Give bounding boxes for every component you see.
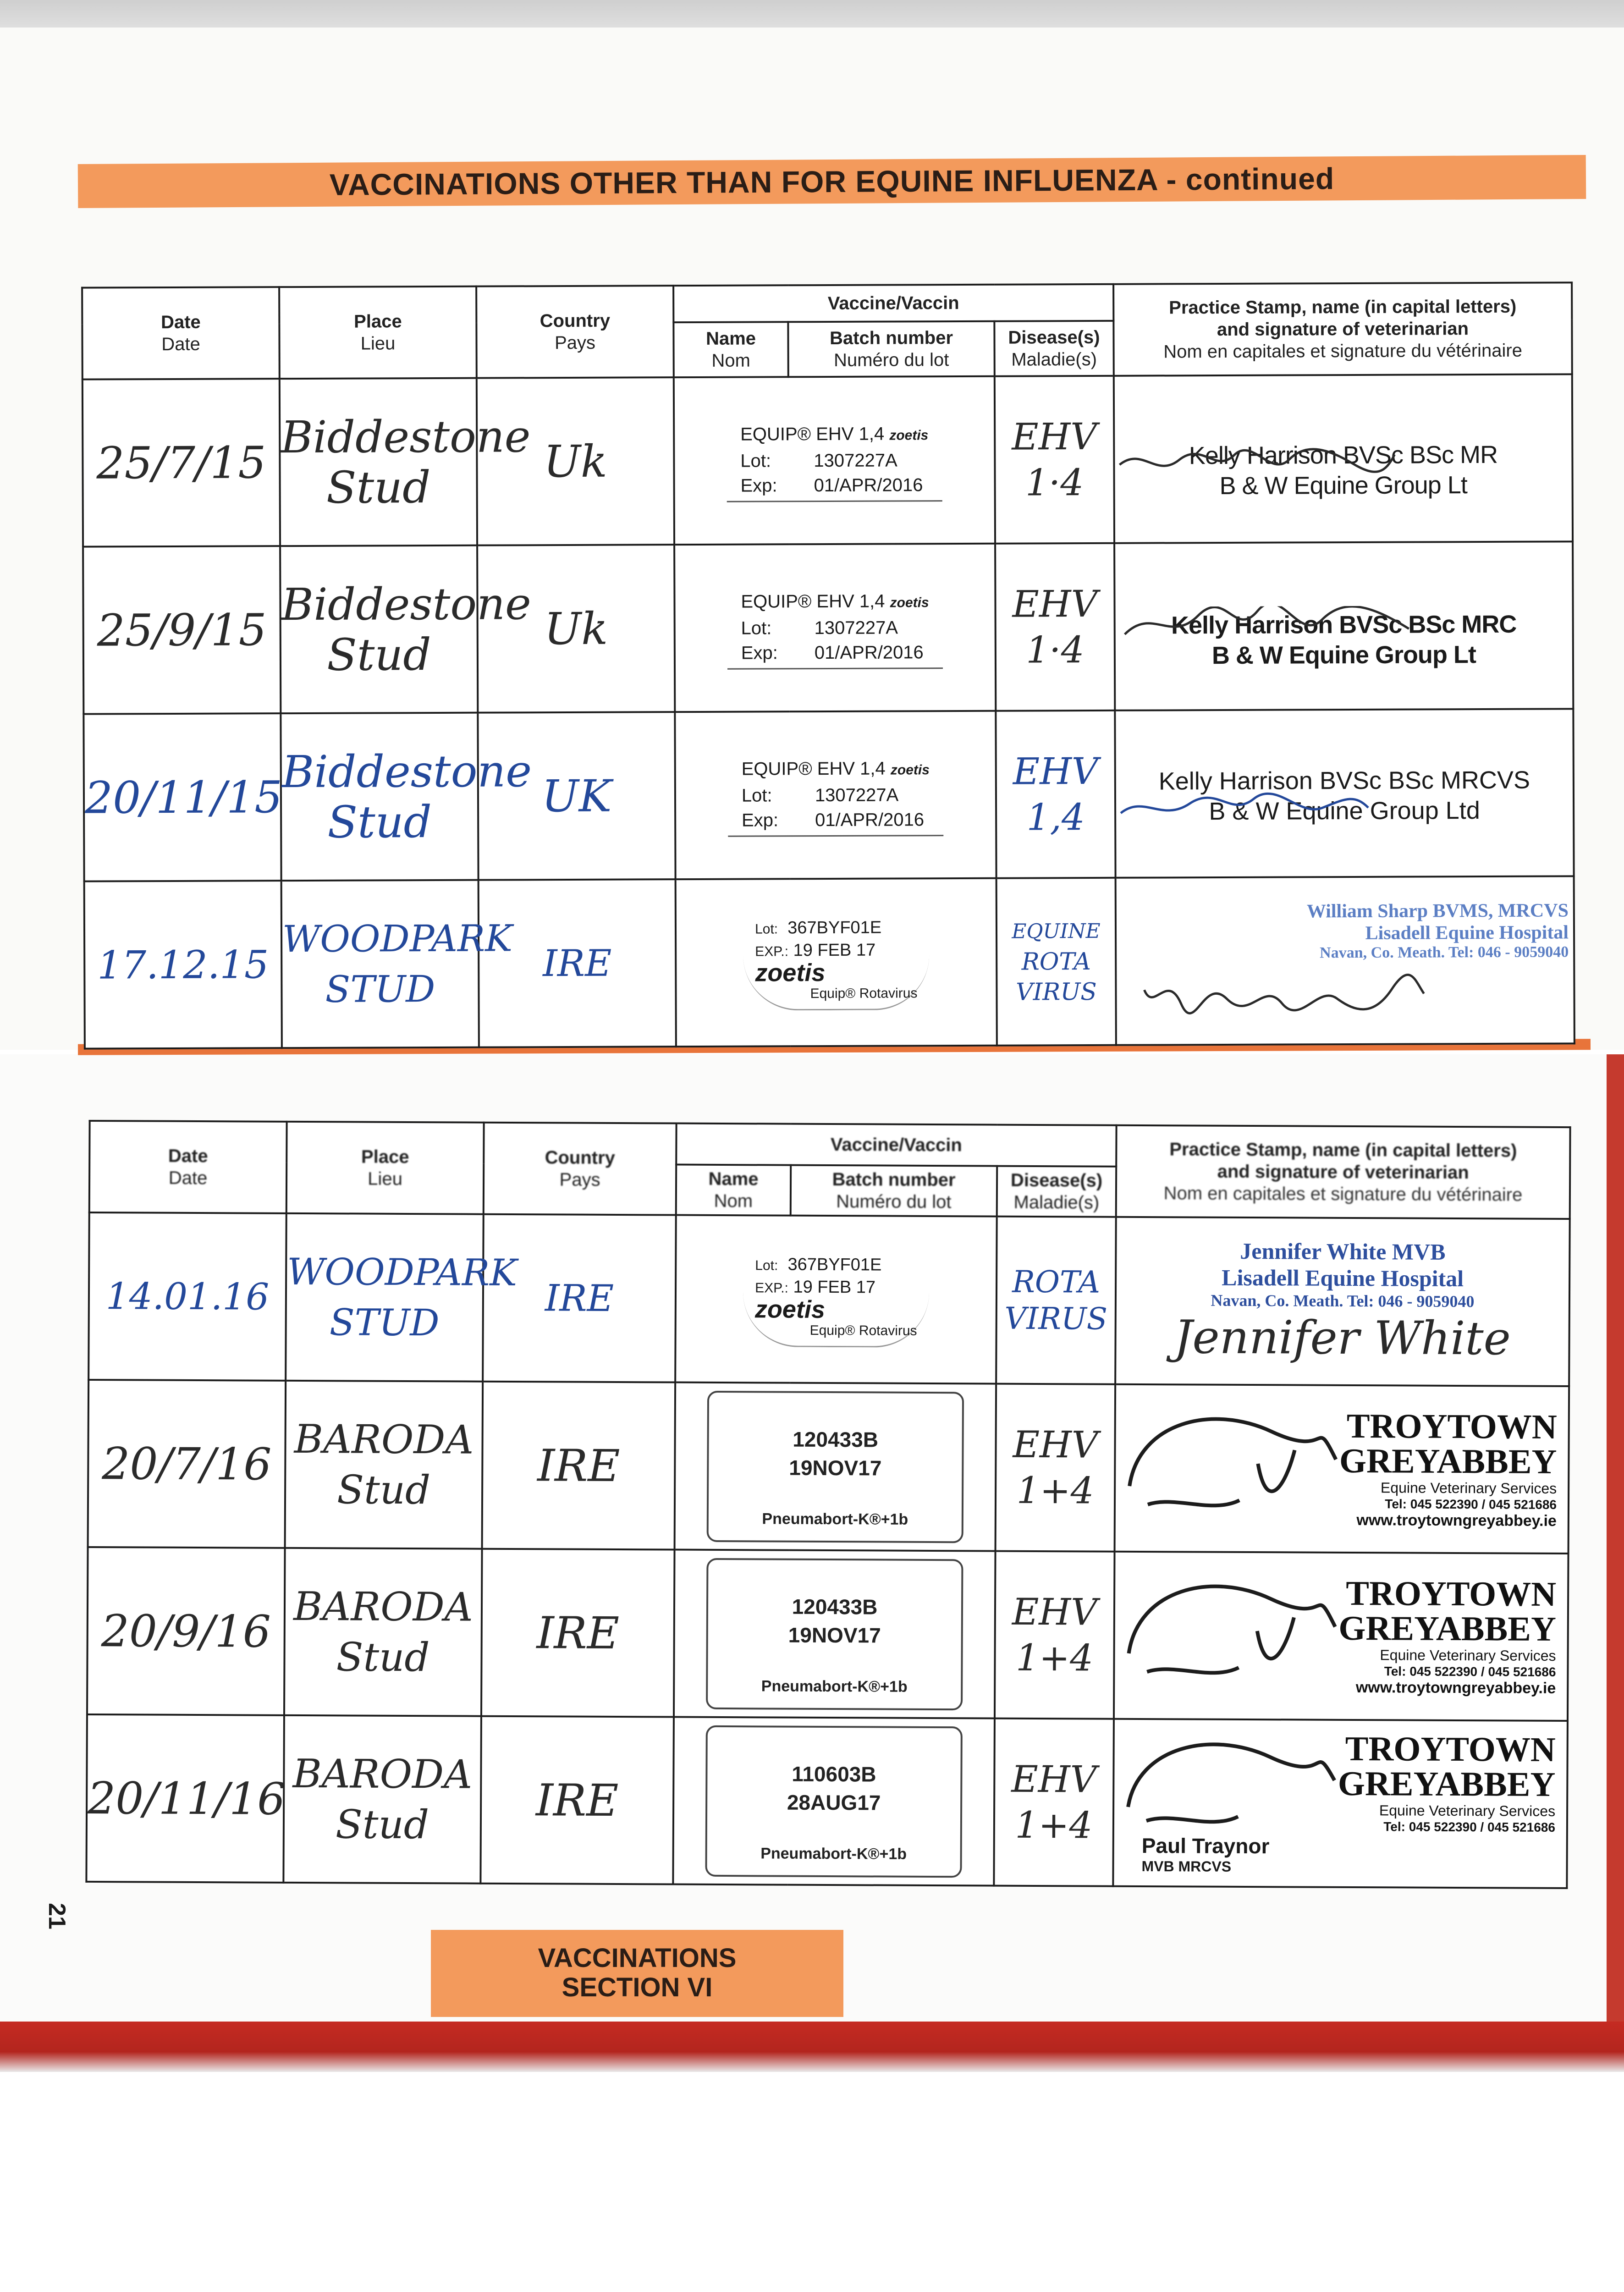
place-cell: BARODA Stud — [283, 1715, 481, 1884]
country-cell: Uk — [477, 377, 674, 545]
vet-stamp-cell — [1113, 1719, 1568, 1888]
troytown-stamp: TROYTOWN GREYABBEY Equine Veterinary Services Tel: 045 522390 / 045 521686 www.troytowngreyabbey.ie — [1338, 1574, 1557, 1697]
header-batch: Batch number Numéro du lot — [791, 1165, 997, 1217]
section-title-banner: VACCINATIONS OTHER THAN FOR EQUINE INFLUENZA - continued — [78, 155, 1586, 208]
rotavirus-sticker: Lot: 367BYF01E EXP.: 19 FEB 17 zoetis Equip® Rotavirus — [743, 914, 930, 1010]
vaccine-sticker-cell — [675, 1383, 996, 1551]
disease-cell: EHV 1+4 — [996, 1384, 1116, 1552]
date-cell: 14.01.16 — [88, 1212, 286, 1381]
country-cell: IRE — [481, 1549, 675, 1717]
header-date: Date Date — [89, 1121, 287, 1213]
place-cell: WOODPARK STUD — [286, 1213, 484, 1382]
date-cell: 17.12.15 — [84, 881, 282, 1048]
disease-cell: EHV 1·4 — [995, 376, 1114, 544]
header-name: Name Nom — [673, 322, 788, 377]
disease-cell: EHV 1·4 — [995, 543, 1115, 711]
vaccination-table-upper — [81, 281, 1575, 1049]
booklet-cover-edge — [1607, 1054, 1624, 2040]
vaccine-sticker-cell — [675, 1215, 997, 1384]
vet-stamp-cell — [1115, 1384, 1569, 1554]
vaccine-sticker-cell — [675, 711, 996, 879]
vaccine-sticker: EQUIP® EHV 1,4 zoetis Lot: 1307227A Exp: 01/APR/2016 — [728, 753, 944, 837]
header-disease: Disease(s) Maladie(s) — [994, 321, 1113, 376]
date-cell: 20/11/15 — [83, 713, 281, 881]
place-cell: Biddestone Stud — [280, 545, 478, 713]
place-cell: Biddestone Stud — [281, 713, 478, 881]
country-cell: IRE — [480, 1716, 674, 1884]
vaccine-sticker-cell — [674, 1550, 996, 1719]
date-cell: 20/7/16 — [88, 1380, 286, 1548]
troytown-stamp: TROYTOWN GREYABBEY Equine Veterinary Services Tel: 045 522390 / 045 521686 — [1338, 1729, 1556, 1835]
table-row — [83, 374, 1573, 546]
table-row — [84, 876, 1574, 1048]
signature-scribble — [1135, 961, 1428, 1022]
header-country: Country Pays — [484, 1123, 677, 1215]
place-cell: Biddestone Stud — [280, 378, 477, 546]
vaccine-sticker-cell — [674, 376, 995, 545]
header-disease: Disease(s) Maladie(s) — [997, 1166, 1116, 1217]
vet-stamp-cell — [1115, 709, 1574, 877]
vaccine-sticker-cell — [673, 1717, 995, 1886]
vet-stamp-name: Kelly Harrison BVSc BSc MR — [1189, 441, 1498, 469]
vet-stamp-name: Kelly Harrison BVSc BSc MRC — [1171, 610, 1517, 639]
vet-stamp-cell — [1114, 1552, 1569, 1721]
signature-scribble — [1119, 1725, 1358, 1845]
vaccine-sticker: EQUIP® EHV 1,4 zoetis Lot: 1307227A Exp: 01/APR/2016 — [727, 586, 943, 670]
vet-stamp-cell — [1115, 1217, 1570, 1386]
section-label-banner: VACCINATIONS SECTION VI — [431, 1930, 843, 2017]
vaccine-sticker: EQUIP® EHV 1,4 zoetis Lot: 1307227A Exp: 01/APR/2016 — [727, 419, 942, 502]
vet-stamp-cell — [1114, 541, 1573, 710]
country-cell: IRE — [483, 1214, 676, 1383]
vaccine-sticker-cell — [674, 544, 996, 712]
country-cell: Uk — [477, 545, 675, 712]
header-country: Country Pays — [476, 286, 674, 378]
date-cell: 20/11/16 — [86, 1714, 284, 1883]
pneumabort-sticker: 120433B 19NOV17 Pneumabort-K®+1b — [707, 1390, 964, 1543]
table-row — [83, 541, 1573, 714]
lisadell-stamp: Jennifer White MVB Lisadell Equine Hospital Navan, Co. Meath. Tel: 046 - 9059040 — [1211, 1238, 1475, 1311]
page-number: 21 — [43, 1903, 70, 1929]
troytown-stamp: TROYTOWN GREYABBEY Equine Veterinary Services Tel: 045 522390 / 045 521686 www.troytowngreyabbey.ie — [1339, 1406, 1557, 1530]
place-cell: BARODA Stud — [285, 1381, 483, 1549]
header-practice-stamp: Practice Stamp, name (in capital letters) and signature of veterinarian Nom en capitales et signature du vétérinaire — [1116, 1125, 1570, 1219]
pneumabort-sticker: 120433B 19NOV17 Pneumabort-K®+1b — [706, 1558, 963, 1710]
date-cell: 25/9/15 — [83, 546, 281, 714]
rotavirus-sticker: Lot: 367BYF01E EXP.: 19 FEB 17 zoetis Equip® Rotavirus — [743, 1251, 930, 1348]
place-cell: BARODA Stud — [284, 1548, 482, 1716]
table-row — [86, 1714, 1568, 1888]
disease-cell: EHV 1+4 — [995, 1551, 1115, 1719]
lisadell-stamp: William Sharp BVMS, MRCVS Lisadell Equine Hospital Navan, Co. Meath. Tel: 046 - 9059040 — [1306, 899, 1569, 961]
vet-signature: Jennifer White — [1174, 1310, 1511, 1365]
table-row — [83, 709, 1574, 881]
header-place: Place Lieu — [279, 286, 477, 379]
booklet-binding — [0, 2022, 1624, 2072]
table-row — [88, 1212, 1570, 1386]
vet-stamp-cell — [1114, 374, 1573, 543]
disease-cell: ROTA VIRUS — [996, 1217, 1116, 1384]
place-cell: WOODPARK STUD — [281, 880, 479, 1048]
disease-cell: EHV 1+4 — [994, 1719, 1114, 1886]
date-cell: 25/7/15 — [83, 379, 280, 546]
disease-cell: EQUINE ROTA VIRUS — [996, 878, 1116, 1046]
vet-stamp-practice: B & W Equine Group Lt — [1219, 471, 1467, 500]
vet-stamp-practice: B & W Equine Group Lt — [1211, 640, 1476, 669]
country-cell: UK — [478, 712, 675, 880]
header-vaccine: Vaccine/Vaccin — [673, 284, 1113, 322]
country-cell: IRE — [482, 1382, 676, 1550]
signature-scribble — [1119, 1562, 1358, 1700]
header-date: Date Date — [82, 287, 280, 379]
date-cell: 20/9/16 — [87, 1547, 285, 1715]
header-name: Name Nom — [676, 1165, 791, 1216]
header-vaccine: Vaccine/Vaccin — [676, 1124, 1116, 1167]
pneumabort-sticker: 110603B 28AUG17 Pneumabort-K®+1b — [705, 1725, 962, 1877]
header-batch: Batch number Numéro du lot — [788, 321, 994, 377]
vet-name-stamp: Paul Traynor MVB MRCVS — [1141, 1833, 1270, 1875]
header-practice-stamp: Practice Stamp, name (in capital letters) and signature of veterinarian Nom en capitales et signature du vétérinaire — [1113, 282, 1572, 375]
vaccine-sticker-cell — [676, 878, 997, 1047]
country-cell: IRE — [479, 879, 676, 1047]
vet-stamp-cell — [1116, 876, 1574, 1045]
vet-stamp-name: Kelly Harrison BVSc BSc MRCVS — [1158, 766, 1530, 795]
vaccination-table-lower — [85, 1120, 1571, 1889]
vet-stamp-practice: B & W Equine Group Ltd — [1209, 796, 1480, 825]
table-row — [88, 1380, 1569, 1554]
table-row — [87, 1547, 1569, 1721]
disease-cell: EHV 1,4 — [996, 711, 1115, 878]
signature-scribble — [1120, 1394, 1359, 1533]
header-place: Place Lieu — [286, 1122, 484, 1214]
